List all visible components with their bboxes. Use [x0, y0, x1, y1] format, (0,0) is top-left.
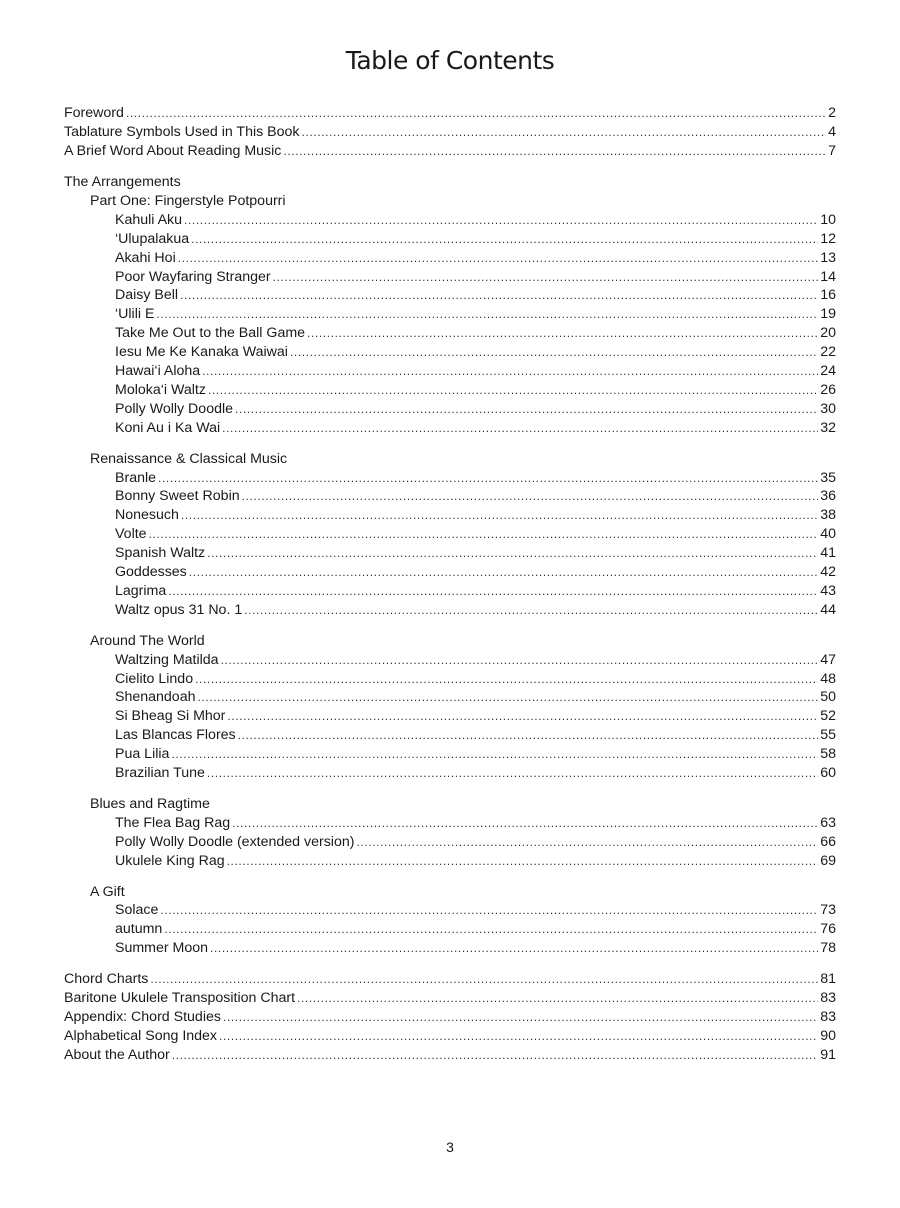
toc-entry-page: 83	[820, 990, 836, 1006]
toc-entry-title: Kahuli Aku	[115, 211, 183, 228]
toc-entry-page: 12	[820, 230, 836, 247]
dot-leader	[227, 707, 818, 726]
toc-entry-title: Alphabetical Song Index	[64, 1027, 218, 1044]
toc-entry-page: 76	[820, 921, 836, 938]
toc-entry	[115, 563, 836, 582]
toc-entry	[115, 400, 836, 419]
toc-entry	[115, 833, 836, 852]
toc-entry	[115, 814, 836, 833]
dot-leader	[181, 506, 818, 525]
toc-entry-page: 44	[820, 601, 836, 618]
dot-leader	[297, 989, 818, 1008]
toc-entry	[115, 670, 836, 689]
toc-entry	[115, 920, 836, 939]
toc-entry	[64, 104, 836, 123]
dot-leader	[197, 688, 818, 707]
toc-entry	[115, 324, 836, 343]
toc-entry-title: Koni Au i Ka Wai	[115, 419, 221, 436]
dot-leader	[207, 544, 818, 563]
toc-entry	[115, 362, 836, 381]
toc-entry-title: Take Me Out to the Ball Game	[115, 325, 306, 342]
toc-entry-page: 63	[820, 814, 836, 831]
toc-entry-page: 52	[820, 708, 836, 725]
toc-entry-page: 42	[820, 564, 836, 580]
toc-entry-title: Shenandoah	[115, 689, 196, 706]
toc-entry	[64, 1027, 836, 1046]
toc-entry-page: 55	[820, 727, 836, 744]
toc-entry	[64, 970, 836, 989]
toc-entry-page: 90	[820, 1027, 836, 1044]
dot-leader	[208, 381, 818, 400]
toc-entry-page: 78	[820, 940, 836, 957]
toc-entry-title: Solace	[115, 902, 159, 919]
dot-leader	[307, 324, 818, 343]
toc-entry-title: Chord Charts	[64, 971, 149, 988]
toc-entry-page: 81	[820, 971, 836, 988]
toc-entry	[115, 688, 836, 707]
dot-leader	[160, 901, 818, 920]
dot-leader	[150, 970, 818, 989]
dot-leader	[235, 400, 818, 419]
dot-leader	[238, 726, 819, 745]
toc-entry-title: Appendix: Chord Studies	[64, 1008, 221, 1025]
toc-entry-title: Lagrima	[115, 582, 167, 599]
toc-entry-title: Polly Wolly Doodle (extended version)	[115, 833, 355, 850]
toc-entry-title: Daisy Bell	[115, 287, 179, 304]
toc-entry-page: 60	[820, 765, 836, 781]
dot-leader	[158, 469, 818, 488]
toc-entry	[115, 211, 836, 230]
dot-leader	[191, 230, 818, 249]
toc-entry-page: 50	[820, 689, 836, 706]
toc-entry-page: 7	[828, 142, 836, 159]
toc-entry	[115, 707, 836, 726]
toc-entry	[115, 582, 836, 601]
toc-entry	[115, 852, 836, 871]
toc-entry-page: 58	[820, 746, 836, 763]
toc-entry-title: Si Bheag Si Mhor	[115, 708, 226, 725]
toc-entry	[115, 487, 836, 506]
toc-entry	[115, 469, 836, 488]
toc-entry	[115, 419, 836, 438]
toc-entry-page: 35	[820, 469, 836, 486]
toc-entry-title: Waltzing Matilda	[115, 651, 219, 668]
toc-entry-title: Moloka‘i Waltz	[115, 381, 206, 398]
toc-entry-title: Cielito Lindo	[115, 670, 194, 687]
toc-entry-page: 47	[820, 651, 836, 668]
dot-leader	[184, 211, 818, 230]
toc-entry-page: 41	[820, 545, 836, 562]
toc-entry	[115, 901, 836, 920]
toc-entry-title: Spanish Waltz	[115, 545, 206, 562]
toc-entry-page: 22	[820, 344, 836, 361]
toc-entry-title: Summer Moon	[115, 940, 209, 957]
toc-entry-title: Tablature Symbols Used in This Book	[64, 123, 300, 140]
toc-entry	[64, 1008, 836, 1027]
dot-leader	[232, 814, 818, 833]
dot-leader	[242, 487, 819, 506]
dot-leader	[223, 1008, 818, 1027]
toc-entry-title: Bonny Sweet Robin	[115, 488, 240, 505]
toc-entry-page: 14	[820, 268, 836, 285]
toc-entry-title: Brazilian Tune	[115, 765, 205, 781]
toc-entry-title: Pua Lilia	[115, 746, 170, 763]
toc-entry	[64, 989, 836, 1008]
subsection-heading: Renaissance & Classical Music	[90, 450, 288, 467]
toc-entry-page: 38	[820, 507, 836, 524]
page-number: 3	[446, 1139, 454, 1155]
toc-entry-title: Polly Wolly Doodle	[115, 400, 234, 417]
toc-entry-page: 40	[820, 526, 836, 543]
toc-entry-page: 16	[820, 287, 836, 304]
toc-entry	[115, 601, 836, 620]
dot-leader	[221, 651, 819, 670]
dot-leader	[356, 833, 818, 852]
toc-entry	[115, 286, 836, 305]
toc-entry-title: Branle	[115, 469, 157, 486]
dot-leader	[171, 745, 818, 764]
toc-entry	[115, 506, 836, 525]
toc-entry-page: 26	[820, 381, 836, 398]
toc-entry-title: ‘Ulupalakua	[115, 230, 190, 247]
toc-entry-page: 66	[820, 833, 836, 850]
toc-entry	[64, 142, 836, 161]
dot-leader	[210, 939, 818, 958]
dot-leader	[164, 920, 818, 939]
dot-leader	[227, 852, 819, 871]
toc-entry-page: 69	[820, 852, 836, 869]
dot-leader	[290, 343, 818, 362]
toc-entry-page: 10	[820, 211, 836, 228]
dot-leader	[244, 601, 818, 620]
toc-entry	[115, 726, 836, 745]
section-heading: The Arrangements	[64, 174, 181, 190]
toc-entry-title: Poor Wayfaring Stranger	[115, 268, 271, 285]
subsection-heading: Part One: Fingerstyle Potpourri	[90, 192, 286, 209]
toc-entry-title: About the Author	[64, 1046, 170, 1063]
toc-entry	[115, 268, 836, 287]
toc-entry	[115, 939, 836, 958]
dot-leader	[149, 525, 819, 544]
toc-entry	[115, 764, 836, 783]
dot-leader	[283, 142, 826, 161]
toc-entry	[115, 230, 836, 249]
dot-leader	[222, 419, 818, 438]
toc-entry-title: autumn	[115, 921, 163, 938]
subsection-heading: Around The World	[90, 632, 205, 649]
toc-entry	[115, 745, 836, 764]
toc-entry-page: 20	[820, 325, 836, 342]
toc-entry-page: 4	[828, 123, 836, 140]
dot-leader	[207, 764, 818, 783]
dot-leader	[178, 249, 818, 268]
dot-leader	[189, 563, 818, 582]
toc-entry-page: 73	[820, 902, 836, 919]
toc-entry-page: 43	[820, 582, 836, 599]
toc-entry-title: Iesu Me Ke Kanaka Waiwai	[115, 344, 288, 361]
toc-entry-page: 48	[820, 670, 836, 687]
toc-entry-title: Ukulele King Rag	[115, 852, 225, 869]
subsection-heading: A Gift	[90, 883, 125, 900]
toc-entry-title: Nonesuch	[115, 507, 179, 524]
dot-leader	[202, 362, 818, 381]
toc-entry-title: Akahi Hoi	[115, 249, 176, 266]
dot-leader	[126, 104, 826, 123]
toc-entry-title: Baritone Ukulele Transposition Chart	[64, 990, 296, 1006]
toc-entry	[115, 544, 836, 563]
toc-entry-page: 83	[820, 1008, 836, 1025]
dot-leader	[180, 286, 818, 305]
toc-entry-title: The Flea Bag Rag	[115, 814, 231, 831]
toc-entry	[115, 381, 836, 400]
toc-entry-title: Volte	[115, 526, 147, 543]
page-title: Table of Contents	[345, 46, 555, 75]
dot-leader	[195, 670, 818, 689]
toc-entry-page: 36	[820, 488, 836, 505]
toc-entry	[115, 305, 836, 324]
toc-entry-title: Goddesses	[115, 564, 187, 580]
toc-entry-page: 2	[828, 105, 836, 121]
toc-entry	[115, 343, 836, 362]
dot-leader	[219, 1027, 818, 1046]
toc-entry-title: A Brief Word About Reading Music	[64, 142, 282, 159]
toc-entry	[64, 123, 836, 142]
toc-entry	[115, 651, 836, 670]
toc-entry-title: Hawai‘i Aloha	[115, 363, 201, 379]
dot-leader	[172, 1046, 819, 1065]
toc-entry	[115, 249, 836, 268]
toc-entry-title: Foreword	[64, 105, 124, 121]
dot-leader	[168, 582, 818, 601]
dot-leader	[273, 268, 819, 287]
toc-entry-page: 24	[820, 363, 836, 379]
toc-entry-title: Waltz opus 31 No. 1	[115, 601, 243, 618]
toc-entry	[64, 1046, 836, 1065]
dot-leader	[156, 305, 818, 324]
toc-entry-page: 13	[820, 249, 836, 266]
toc-entry-page: 32	[820, 419, 836, 436]
toc-entry	[115, 525, 836, 544]
subsection-heading: Blues and Ragtime	[90, 795, 210, 812]
toc-entry-page: 30	[820, 400, 836, 417]
toc-entry-page: 91	[820, 1046, 836, 1063]
toc-entry-title: ‘Ulili E	[115, 306, 155, 323]
dot-leader	[302, 123, 827, 142]
toc-entry-title: Las Blancas Flores	[115, 727, 236, 744]
toc-entry-page: 19	[820, 306, 836, 323]
